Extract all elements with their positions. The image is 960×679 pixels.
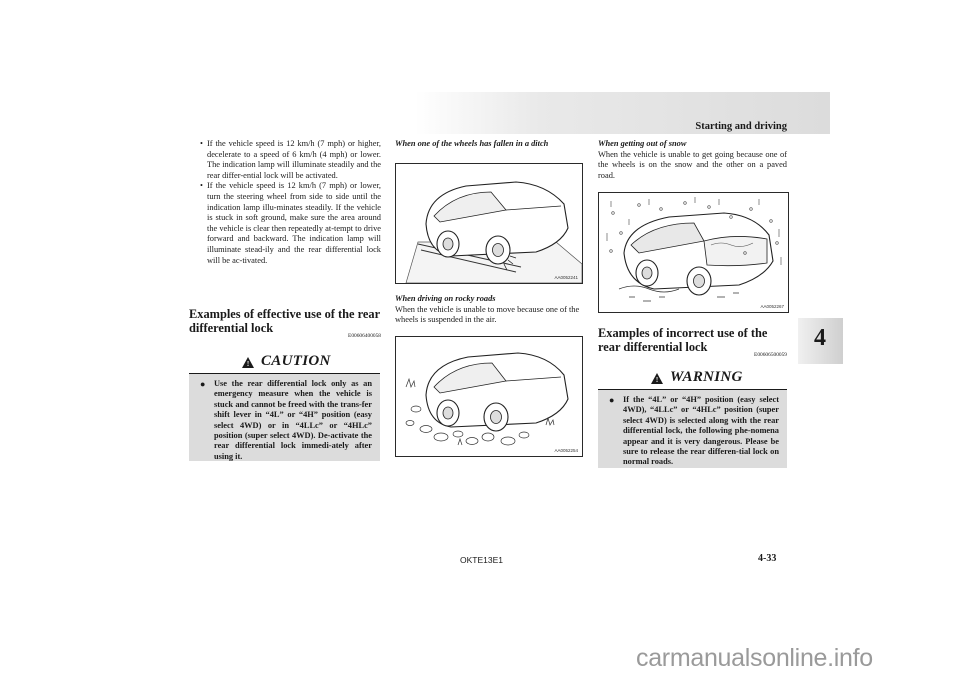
rocky-text: When the vehicle is unable to move because one of the wheels is suspended in the air. [395,304,580,325]
snow-text: When the vehicle is unable to get going because one of the wheels is on the snow and the other on a paved road. [598,149,787,180]
bullet-item-2: • If the vehicle speed is 12 km/h (7 mph) or lower, turn the steering wheel from side to side until the indication lamp illu-minates steadily. If the vehicle is stuck in soft ground, make sure the area around the vehicle is clear then repeatedly at-tempt to drive forward and backward. The indication lamp will illuminate stead-ily and the rear differential lock will be ac-tivated. [189,181,381,266]
figure-snow [598,192,789,313]
warning-title: WARNING [670,369,743,385]
figure-code-rocky: AA0052254 [554,448,578,453]
section-header-title: Starting and driving [695,121,787,132]
watermark: carmanualsonline.info [636,644,873,672]
caption-ditch: When one of the wheels has fallen in a ditch [395,139,549,148]
chapter-number: 4 [814,325,826,351]
bullet-dot-icon: ● [200,379,206,389]
warning-header: ! WARNING [598,371,787,390]
warning-body [598,390,787,472]
caption-rocky: When driving on rocky roads [395,294,496,303]
bullet-list [189,139,381,266]
vehicle-in-ditch-illustration [396,164,582,283]
section-code-effective: E00606400058 [348,333,381,339]
section-code-incorrect: E00606500059 [754,352,787,358]
caution-text: Use the rear differential lock only as an emergency measure when the vehicle is stuck and cannot be freed with the trans-fer shift lever in “4L” or “4H” position (easy select 4WD) or in “4LLc” or “4HLc” position (super select 4WD). De-activate the rear differential lock immedi-ately after using it. [214,379,372,461]
caution-body [189,374,380,466]
section-incorrect-use [598,326,787,358]
bullet-dot-icon: ● [609,395,615,405]
section-title-incorrect: Examples of incorrect use of the rear differential lock [598,326,768,354]
bullet-item-1: • If the vehicle speed is 12 km/h (7 mph) or higher, decelerate to a speed of 6 km/h (4 mph) or lower. The indication lamp will illuminate steadily and the rear differ-ential lock will be activated. [189,139,381,181]
figure-code-snow: AA0052267 [760,304,784,309]
snow-section [598,139,787,181]
caution-box [189,355,380,461]
rocky-section [395,294,583,326]
figure-ditch [395,163,583,284]
column-1 [189,139,381,266]
section-title-effective: Examples of effective use of the rear differential lock [189,307,380,335]
caution-header: ! CAUTION [189,355,380,374]
figure-code-ditch: AA0052241 [554,275,578,280]
section-effective-use [189,307,381,339]
vehicle-on-rocks-illustration [396,337,582,456]
caption-snow: When getting out of snow [598,139,687,148]
footer-doc-code: OKTE13E1 [460,555,503,565]
figure-rocky [395,336,583,457]
warning-text: If the “4L” or “4H” position (easy select 4WD), “4LLc” or “4HLc” position (super select 4WD) is selected along with the rear differential lock, the following phe-nomena appear and it is very dangerous. Please be sure to release the rear differen-tial lock on normal roads. [623,395,779,467]
vehicle-in-snow-illustration [599,193,788,312]
warning-box [598,371,787,468]
page-number: 4-33 [758,553,777,564]
caution-title: CAUTION [261,353,331,369]
